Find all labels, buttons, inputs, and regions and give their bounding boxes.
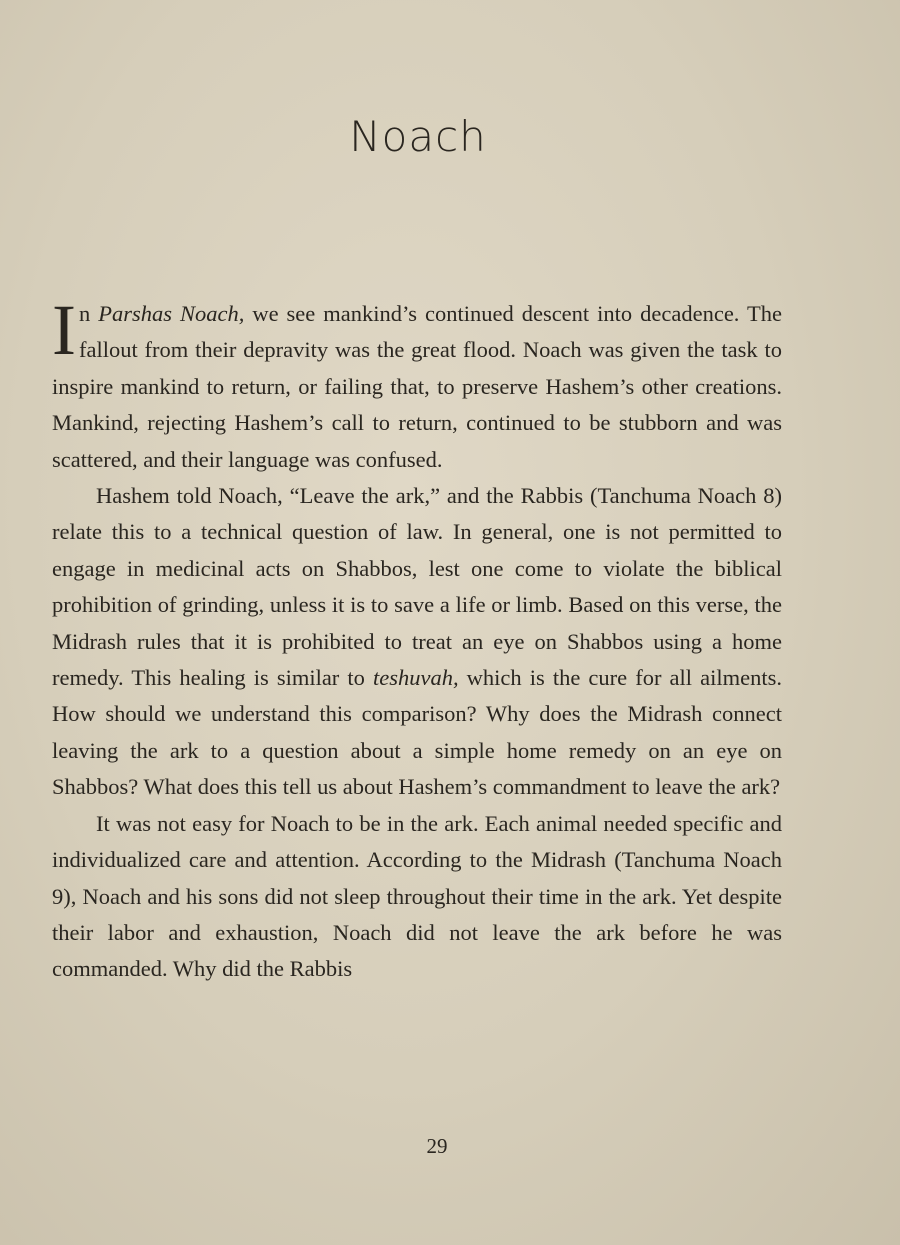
paragraph-3: It was not easy for Noach to be in the ark. Each animal needed specific and individualized care and attention. According to the Midrash (Tanchuma Noach 9), Noach and his sons did not sleep throughout their time in the ark. Yet despite their labor and exhaustion, Noach did not leave the ark before he was commanded. Why did the Rabbis [52, 810, 782, 982]
chapter-title: Noach [349, 112, 487, 161]
paragraph-2-start: Hashem told Noach, “Leave the ark,” and the Rabbis (Tanchuma Noach 8) relate this to a technical question of law. In general, one is not permitted to engage in medicinal acts on Shabbos, lest one come to violate the biblical prohibition of grinding, unless it is to save a life or limb. Based on this verse, the Midrash rules that it is prohibited to treat an eye on Shabbos using a home remedy. This healing is similar to [52, 483, 782, 691]
paragraph-1-rest: we see mankind’s continued descent into decadence. The fallout from their depravity was the great flood. Noach was given the task to inspire mankind to return, or failing that, to preserve Hashem’s other creations. Mankind, rejecting Hashem’s call to return, continued to be stubborn and was scattered, and their language was confused. [52, 301, 782, 472]
paragraph-2-rest: which is the cure for all ailments. How should we understand this comparison? Why does the Midrash connect leaving the ark to a question about a simple home remedy on an eye on Shabbos? What does this tell us about Hashem’s commandment to leave the ark? [52, 665, 782, 800]
page-number: 29 [426, 1134, 448, 1158]
drop-cap: I [52, 290, 76, 370]
paragraph-1 [52, 290, 782, 478]
paragraph-2 [52, 478, 782, 806]
body-text [52, 290, 782, 988]
paragraph-1-italic: Parshas Noach, [98, 301, 245, 326]
paragraph-2-italic: teshuvah, [372, 665, 459, 691]
paragraph-1-start: n [78, 301, 99, 326]
